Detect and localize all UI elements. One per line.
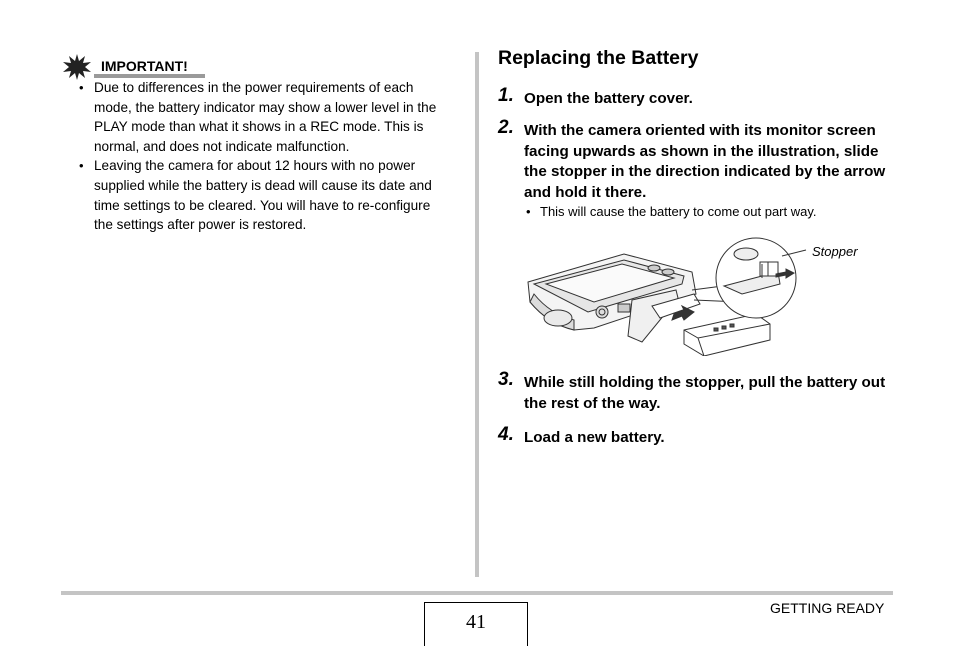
- stopper-callout-label: Stopper: [812, 244, 858, 259]
- step-text: Open the battery cover.: [524, 90, 693, 107]
- step-2: [498, 117, 898, 203]
- important-header: [62, 54, 207, 78]
- important-bullet-list: [80, 78, 450, 235]
- step-4: [498, 424, 898, 449]
- important-bullet: • Due to differences in the power requirements of each mode, the battery indicator may show a lower level in the PLAY mode than what it shows in a REC mode. This is normal, and does not indicate malfunction.: [80, 78, 450, 156]
- step-note-text: This will cause the battery to come out part way.: [540, 204, 817, 219]
- step-number: 4.: [498, 424, 514, 445]
- starburst-icon: [62, 54, 92, 80]
- important-bullet: • Leaving the camera for about 12 hours with no power supplied while the battery is dead will cause its date and time settings to be cleared. You will have to re-configure the settings after power is restored.: [80, 156, 450, 234]
- column-divider: [475, 52, 479, 577]
- footer-section-name: GETTING READY: [770, 600, 885, 616]
- step-text: With the camera oriented with its monitor screen facing upwards as shown in the illustration, slide the stopper in the direction indicated by the arrow and hold it there.: [524, 122, 886, 201]
- page-number: 41: [424, 602, 528, 646]
- footer-rule: [61, 591, 893, 595]
- step-1: [498, 85, 898, 110]
- step-number: 2.: [498, 117, 514, 138]
- step-number: 1.: [498, 85, 514, 106]
- bullet-dot: •: [526, 204, 531, 219]
- step-text: While still holding the stopper, pull the battery out the rest of the way.: [524, 374, 886, 412]
- step-text: Load a new battery.: [524, 429, 665, 446]
- step-2-note: [526, 204, 817, 219]
- section-title: Replacing the Battery: [498, 47, 699, 69]
- step-number: 3.: [498, 369, 514, 390]
- important-label: IMPORTANT!: [101, 58, 188, 74]
- step-3: [498, 369, 898, 414]
